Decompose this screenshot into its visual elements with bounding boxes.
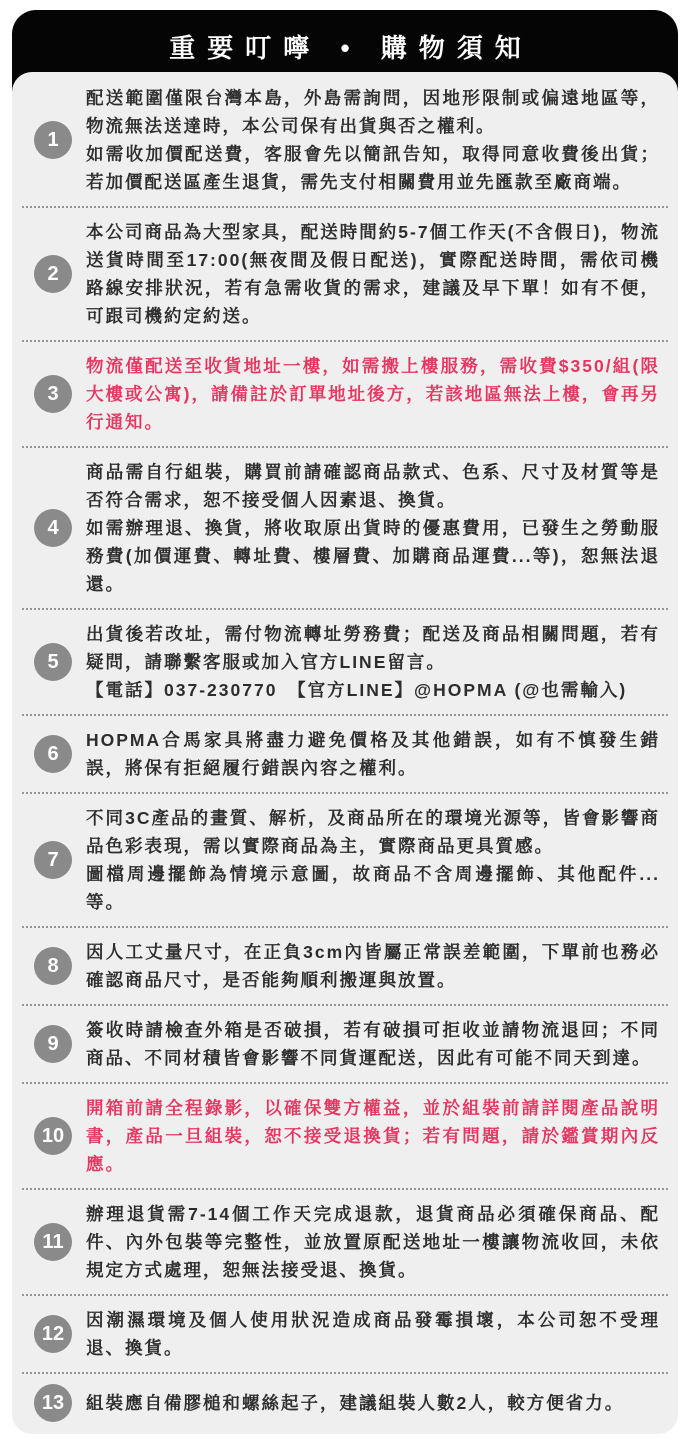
item-number-badge: 8	[34, 947, 72, 985]
item-text	[86, 1016, 660, 1072]
item-text-line: 【電話】037-230770 【官方LINE】@HOPMA (@也需輸入)	[86, 680, 628, 700]
notice-item	[22, 74, 668, 208]
item-text-line: 因潮濕環境及個人使用狀況造成商品發霉損壞，本公司恕不受理退、換貨。	[86, 1310, 660, 1358]
notice-item	[22, 928, 668, 1006]
item-text-line: 組裝應自備膠槌和螺絲起子，建議組裝人數2人，較方便省力。	[86, 1393, 625, 1413]
item-number-badge: 12	[34, 1315, 72, 1353]
item-text	[86, 84, 660, 196]
item-text	[86, 804, 660, 916]
item-number-badge: 13	[34, 1384, 72, 1422]
item-text-line: 物流僅配送至收貨地址一樓，如需搬上樓服務，需收費$350/組(限大樓或公寓)，請備註於訂單地址後方，若該地區無法上樓，會再另行通知。	[86, 356, 660, 432]
item-text	[86, 352, 660, 436]
notice-item	[22, 208, 668, 342]
notice-card	[12, 72, 678, 1434]
item-number-badge: 4	[34, 509, 72, 547]
item-text	[86, 1389, 660, 1417]
item-text-line: 商品需自行組裝，購買前請確認商品款式、色系、尺寸及材質等是否符合需求，恕不接受個人因素退、換貨。	[86, 462, 660, 510]
notice-item	[22, 1084, 668, 1190]
item-number-badge: 2	[34, 255, 72, 293]
notice-item	[22, 716, 668, 794]
item-text-line: 不同3C產品的畫質、解析，及商品所在的環境光源等，皆會影響商品色彩表現，需以實際商品為主，實際商品更具質感。	[86, 808, 660, 856]
item-text	[86, 620, 660, 704]
item-text-line: 開箱前請全程錄影，以確保雙方權益，並於組裝前請詳閱產品說明書，產品一旦組裝，恕不接受退換貨；若有問題，請於鑑賞期內反應。	[86, 1098, 660, 1174]
notice-item	[22, 1190, 668, 1296]
item-text-line: 如需辦理退、換貨，將收取原出貨時的優惠費用，已發生之勞動服務費(加價運費、轉址費、樓層費、加購商品運費...等)，恕無法退還。	[86, 518, 660, 594]
notice-item	[22, 342, 668, 448]
notice-item	[22, 610, 668, 716]
item-number-badge: 9	[34, 1025, 72, 1063]
item-number-badge: 6	[34, 735, 72, 773]
item-text	[86, 726, 660, 782]
notice-list	[22, 74, 668, 1432]
item-text-line: HOPMA合馬家具將盡力避免價格及其他錯誤，如有不慎發生錯誤，將保有拒絕履行錯誤內容之權利。	[86, 730, 660, 778]
item-text	[86, 218, 660, 330]
notice-item	[22, 794, 668, 928]
item-text	[86, 1200, 660, 1284]
item-number-badge: 7	[34, 841, 72, 879]
page-title: 重要叮嚀 • 購物須知	[169, 33, 533, 63]
notice-item	[22, 1296, 668, 1374]
item-number-badge: 3	[34, 375, 72, 413]
item-number-badge: 1	[34, 121, 72, 159]
notice-item	[22, 1374, 668, 1432]
item-text-line: 如需收加價配送費，客服會先以簡訊告知，取得同意收費後出貨；若加價配送區產生退貨，需先支付相關費用並先匯款至廠商端。	[86, 144, 660, 192]
item-text	[86, 1306, 660, 1362]
item-text-line: 出貨後若改址，需付物流轉址勞務費；配送及商品相關問題，若有疑問，請聯繫客服或加入官方LINE留言。	[86, 624, 660, 672]
item-text	[86, 1094, 660, 1178]
item-text-line: 配送範圍僅限台灣本島，外島需詢問，因地形限制或偏遠地區等，物流無法送達時，本公司保有出貨與否之權利。	[86, 88, 660, 136]
item-text-line: 辦理退貨需7-14個工作天完成退款，退貨商品必須確保商品、配件、內外包裝等完整性，並放置原配送地址一樓讓物流收回，未依規定方式處理，恕無法接受退、換貨。	[86, 1204, 660, 1280]
item-text	[86, 938, 660, 994]
item-text-line: 因人工丈量尺寸，在正負3cm內皆屬正常誤差範圍，下單前也務必確認商品尺寸，是否能夠順利搬運與放置。	[86, 942, 660, 990]
item-text	[86, 458, 660, 598]
item-number-badge: 5	[34, 643, 72, 681]
item-number-badge: 10	[34, 1117, 72, 1155]
item-text-line: 本公司商品為大型家具，配送時間約5-7個工作天(不含假日)，物流送貨時間至17:00(無夜間及假日配送)，實際配送時間，需依司機路線安排狀況，若有急需收貨的需求，建議及早下單！如有不便，可跟司機約定約送。	[86, 222, 660, 326]
item-text-line: 簽收時請檢查外箱是否破損，若有破損可拒收並請物流退回；不同商品、不同材積皆會影響不同貨運配送，因此有可能不同天到達。	[86, 1020, 660, 1068]
item-text-line: 圖檔周邊擺飾為情境示意圖，故商品不含周邊擺飾、其他配件...等。	[86, 864, 660, 912]
notice-item	[22, 1006, 668, 1084]
notice-item	[22, 448, 668, 610]
item-number-badge: 11	[34, 1223, 72, 1261]
